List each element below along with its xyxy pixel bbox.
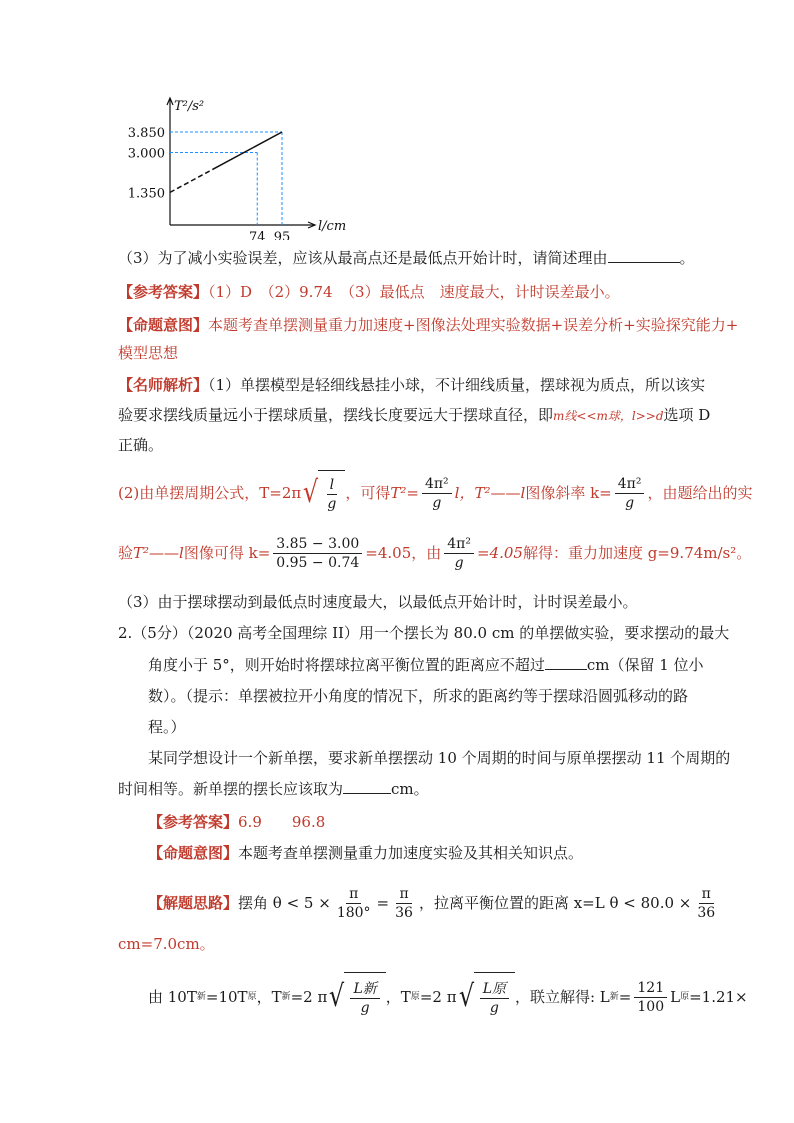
answer-blank-length: [343, 779, 391, 794]
x-axis-label: l/cm: [318, 219, 347, 234]
answer-text: （1）D （2）9.74 （3）最低点 速度最大，计时误差最小。: [208, 283, 620, 301]
reference-answer-2: 【参考答案】6.9 96.8: [148, 813, 326, 831]
fraction-121-100: $\frac{121}{100}$: [634, 979, 667, 1016]
problem-2-line3: 数）。（提示：单摆被拉开小角度的情况下，所求的距离约等于摆球沿圆弧移动的路: [148, 687, 689, 705]
fraction-slope: $\frac{\text{4π²}}{g}$: [615, 475, 645, 512]
fraction-pi-36-b: $\frac{\pi}{36}$: [697, 885, 716, 921]
fraction-pi-36: $\frac{\pi}{36}$: [395, 885, 413, 921]
problem-2-line1: 2.（5分）（2020 高考全国理综 II）用一个摆长为 80.0 cm 的单摆做实验，要求摆动的最大: [118, 624, 730, 642]
reference-answer-1: [118, 282, 620, 302]
solution-2-line1: 【解题思路】 摆角 θ < 5 × $\frac{\pi}{180^\circ}$ = $\frac{\pi}{36}$ ，拉离平衡位置的距离 x=L θ < 80.0 × $\frac{\pi}{36}$: [148, 880, 721, 926]
y-tick-label-2: 1.350: [127, 186, 165, 202]
answer-blank-distance: [545, 655, 587, 670]
analysis-2-line1: (2)由单摆周期公式，T=2π √ $\frac{l}{g}$ ，可得 T²= $\frac{\text{4π²}}{g}$ l， T²——l 图像斜率 k= $\frac{\text{4π²}}{g}$ ，由题给出的实: [118, 470, 753, 516]
t2-vs-l-chart: [110, 90, 450, 240]
x-tick-label-0: 74: [248, 230, 266, 240]
y-axis-label: T²/s²: [174, 99, 205, 114]
data-line: [213, 132, 282, 169]
solution-2-line3: 由 10T 新 =10T 原 ，T 新 =2 π √ $\frac{\text{L新}}{g}$ ，T 原 =2 π √ $\frac{\text{L原}}{g}$ ，联立解得: L 新 = $\frac{121}{100}$ L 原 =1.21×: [148, 972, 748, 1022]
x-tick-label-1: 95: [273, 230, 291, 240]
fraction-pi-180: $\frac{\pi}{180^\circ}$: [336, 885, 371, 921]
problem-2-line4: 程。）: [148, 718, 186, 736]
data-line-extrapolated: [170, 169, 213, 192]
sqrt-l-over-g: √ $\frac{l}{g}$: [301, 470, 345, 517]
intent-2: 【命题意图】本题考查单摆测量重力加速度实验及其相关知识点。: [148, 844, 584, 862]
fraction-4pi2-over-g-2: $\frac{\text{4π²}}{g}$: [444, 535, 474, 572]
sqrt-Lorig-over-g: √ $\frac{\text{L原}}{g}$: [457, 972, 515, 1023]
answer-label: 【参考答案】: [118, 283, 209, 301]
analysis-2-line2: 验 T²——l 图像可得 k= $\frac{3.85 - 3.00}{0.95 - 0.74}$ =4.05，由 $\frac{\text{4π²}}{g}$ =4.05 解得：重力加速度 g=9.74m/s²。: [118, 535, 752, 571]
analysis-1-line3: 正确。: [118, 436, 164, 454]
intent-label: 【命题意图】: [148, 844, 239, 862]
solution-2-line2: cm=7.0cm。: [118, 935, 215, 953]
y-tick-label-0: 3.850: [127, 126, 165, 141]
intent-1-line2: 模型思想: [118, 344, 179, 362]
problem-2-line6: 时间相等。新单摆的摆长应该取为 cm。: [118, 780, 429, 798]
intent-1-line1: 【命题意图】本题考查单摆测量重力加速度+图像法处理实验数据+误差分析+实验探究能力+: [118, 316, 739, 334]
y-tick-label-1: 3.000: [127, 146, 165, 162]
question-3-text: （3）为了减小实验误差，应该从最高点还是最低点开始计时，请简述理由: [118, 249, 608, 267]
fraction-k-value: $\frac{3.85 - 3.00}{0.95 - 0.74}$: [273, 535, 362, 572]
analysis-1-line2: 验要求摆线质量远小于摆球质量，摆线长度要远大于摆球直径，即m线<<m球，l>>d选项 D: [118, 406, 711, 424]
fraction-4pi2-over-g: $\frac{\text{4π²}}{g}$: [422, 475, 452, 512]
problem-2-line2: 角度小于 5°，则开始时将摆球拉离平衡位置的距离应不超过 cm（保留 1 位小: [148, 656, 704, 674]
answer-label: 【参考答案】: [148, 813, 239, 831]
problem-2-line5: 某同学想设计一个新单摆，要求新单摆摆动 10 个周期的时间与原单摆摆动 11 个周期的: [148, 749, 731, 767]
intent-label: 【命题意图】: [118, 316, 209, 334]
question-3: （3）为了减小实验误差，应该从最高点还是最低点开始计时，请简述理由 。: [118, 249, 695, 267]
sqrt-Lnew-over-g: √ $\frac{\text{L新}}{g}$: [327, 972, 385, 1023]
answer-blank: [608, 248, 680, 263]
solution-label: 【解题思路】: [148, 894, 239, 912]
analysis-1-line1: 【名师解析】（1）单摆模型是轻细线悬挂小球，不计细线质量，摆球视为质点，所以该实: [118, 376, 706, 394]
analysis-3: （3）由于摆球摆动到最低点时速度最大，以最低点开始计时，计时误差最小。: [118, 593, 638, 611]
analysis-label: 【名师解析】: [118, 376, 209, 394]
